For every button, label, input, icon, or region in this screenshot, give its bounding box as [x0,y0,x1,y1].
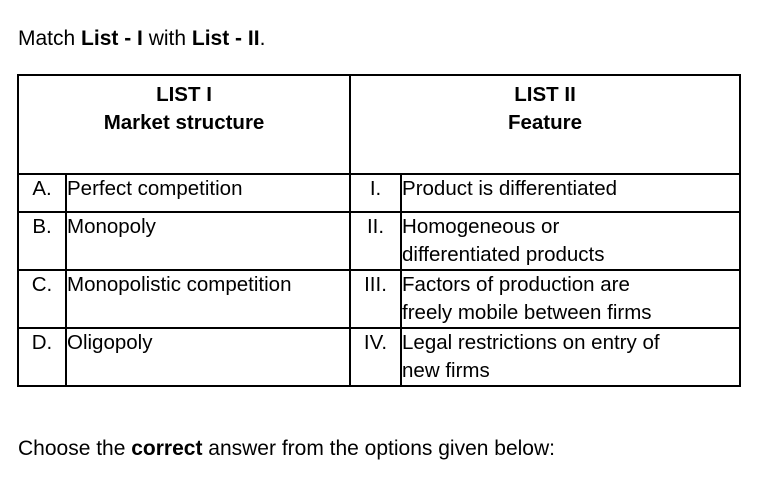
feature-line-1: Homogeneous or [402,215,560,238]
feature-cell [401,270,740,328]
question-part1: Match [18,27,82,50]
row-numeral: III. [350,270,401,328]
row-numeral: II. [350,212,401,270]
footer-part2: answer from the options given below: [202,437,555,460]
table-row [18,270,740,328]
footer-bold: correct [131,437,203,460]
row-letter: C. [18,270,66,328]
row-numeral: IV. [350,328,401,386]
question-list2: List - II [191,27,260,50]
feature-line-2: new firms [402,359,490,382]
list2-header [350,75,740,174]
list2-subtitle: Feature [507,111,583,134]
table-row [18,328,740,386]
feature-line-1: Factors of production are [402,273,630,296]
row-letter: A. [18,174,66,212]
market-structure-cell: Monopolistic competition [66,270,350,328]
instruction-text [18,436,555,462]
list1-title: LIST I [156,83,212,106]
feature-cell [401,212,740,270]
market-structure-cell: Monopoly [66,212,350,270]
market-structure-cell: Oligopoly [66,328,350,386]
feature-line-2: freely mobile between firms [402,301,652,324]
question-list1: List - I [81,27,143,50]
row-letter: D. [18,328,66,386]
feature-cell [401,328,740,386]
table-row [18,212,740,270]
feature-line-2: differentiated products [402,243,605,266]
table-header-row [18,75,740,174]
match-table [17,74,741,387]
list1-subtitle: Market structure [103,111,265,134]
question-part3: . [259,27,266,50]
feature-cell [401,174,740,212]
question-part2: with [142,27,192,50]
market-structure-cell: Perfect competition [66,174,350,212]
table-row [18,174,740,212]
row-numeral: I. [350,174,401,212]
question-text [18,26,265,52]
feature-line-1: Legal restrictions on entry of [402,331,660,354]
row-letter: B. [18,212,66,270]
list1-header [18,75,350,174]
footer-part1: Choose the [18,437,132,460]
list2-title: LIST II [514,83,576,106]
feature-line-1: Product is differentiated [402,177,618,200]
